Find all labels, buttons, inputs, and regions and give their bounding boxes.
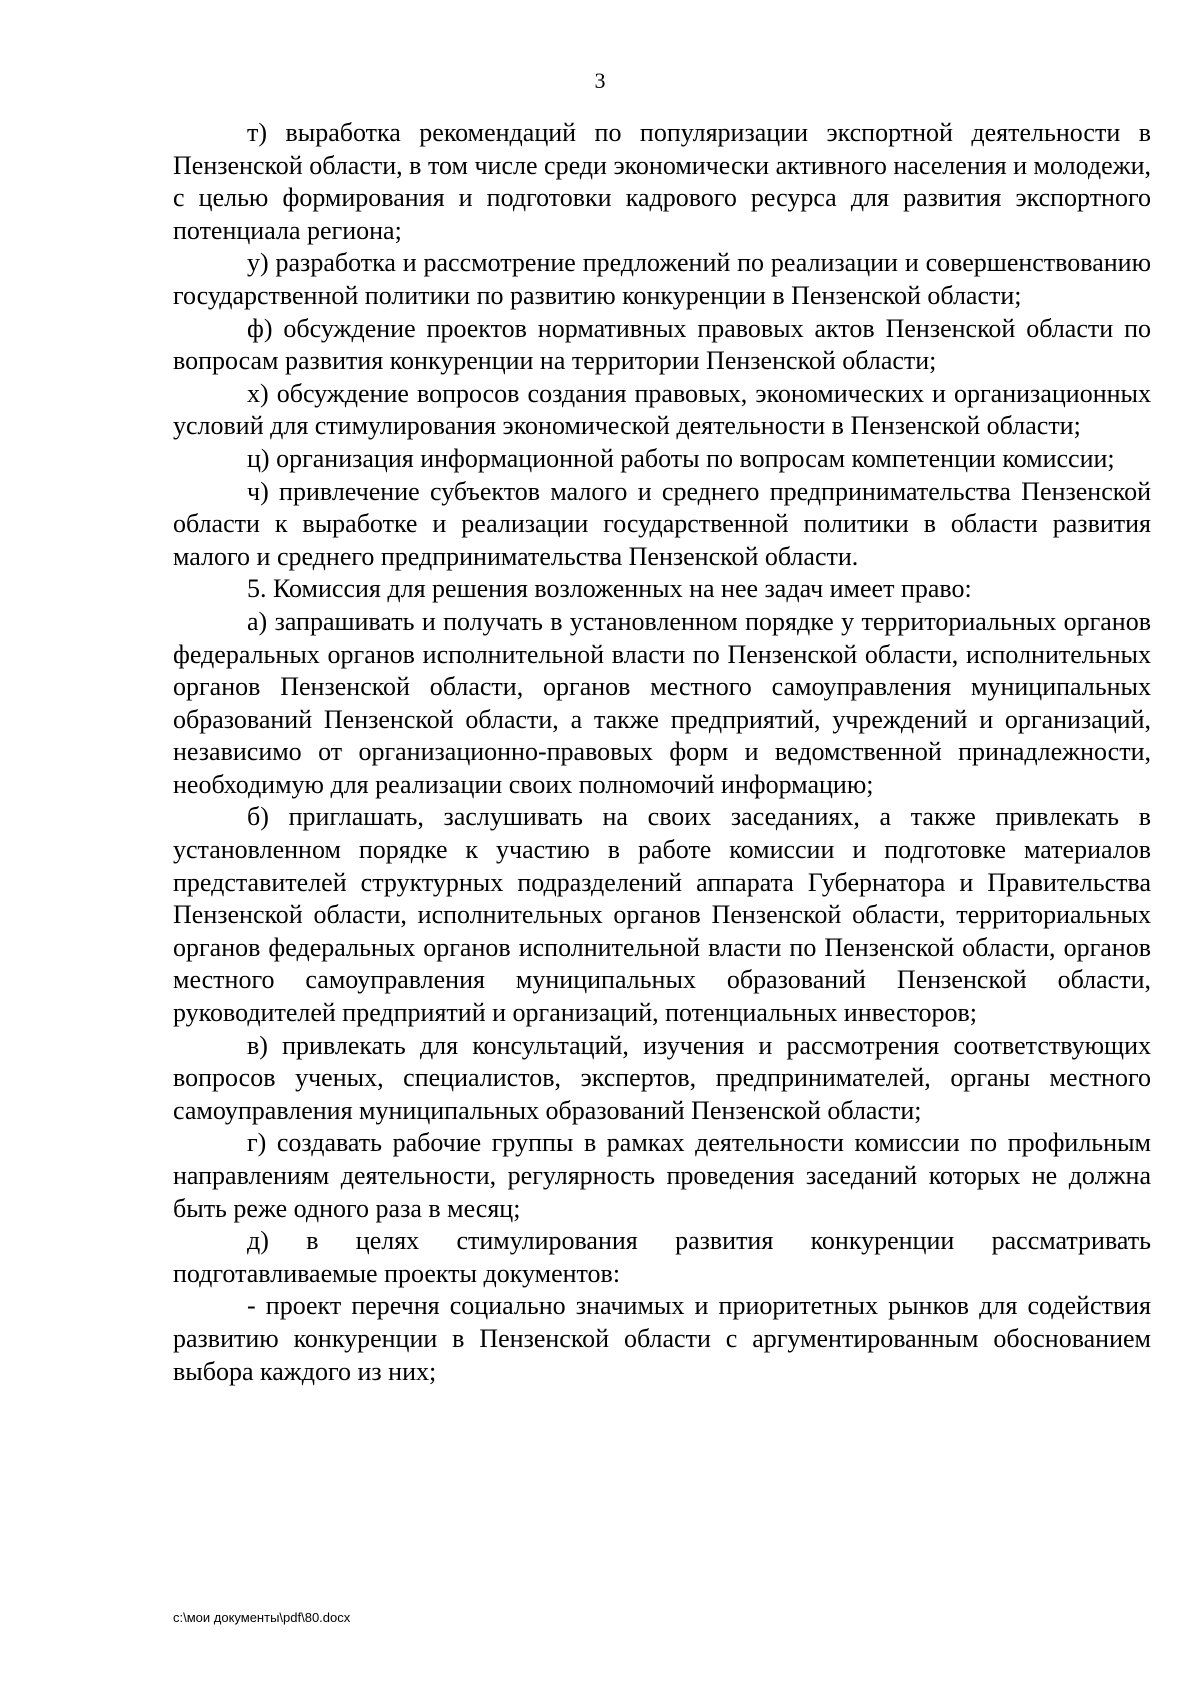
paragraph-a: а) запрашивать и получать в установленном порядке у территориальных органов федеральных органов исполнительной власти по Пензенской области, исполнительных органов Пензенской области, органов местного самоуправления муниципальных образований Пензенской области, а также предприятий, учреждений и организаций, независимо от организационно-правовых форм и ведомственной принадлежности, необходимую для реализации своих полномочий информацию;: [173, 606, 1151, 799]
footer-file-path: c:\мои документы\pdf\80.docx: [173, 1610, 351, 1625]
paragraph-b: б) приглашать, заслушивать на своих заседаниях, а также привлекать в установленном порядке к участию в работе комиссии и подготовке материалов представителей структурных подразделений аппарата Губернатора и Правительства Пензенской области, исполнительных органов Пензенской области, территориальных органов федеральных органов исполнительной власти по Пензенской области, органов местного самоуправления муниципальных образований Пензенской области, руководителей предприятий и организаций, потенциальных инвесторов;: [173, 802, 1151, 1028]
paragraph-u: у) разработка и рассмотрение предложений по реализации и совершенствованию государственной политики по развитию конкуренции в Пензенской области;: [173, 248, 1151, 310]
paragraph-kh: х) обсуждение вопросов создания правовых, экономических и организационных условий для стимулирования экономической деятельности в Пензенской области;: [173, 378, 1151, 441]
section-5-heading: 5. Комиссия для решения возложенных на нее задач имеет право:: [247, 574, 972, 604]
list-item-dash: - проект перечня социально значимых и приоритетных рынков для содействия развитию конкуренции в Пензенской области с аргументированным обоснованием выбора каждого из них;: [173, 1291, 1151, 1386]
paragraph-ts: ц) организация информационной работы по вопросам компетенции комиссии;: [247, 443, 1115, 473]
paragraph-f: ф) обсуждение проектов нормативных правовых актов Пензенской области по вопросам развития конкуренции на территории Пензенской области;: [173, 313, 1151, 376]
paragraph-d: д) в целях стимулирования развития конкуренции рассматривать подготавливаемые проекты документов:: [173, 1226, 1151, 1288]
paragraph-g: г) создавать рабочие группы в рамках деятельности комиссии по профильным направлениям деятельности, регулярность проведения заседаний которых не должна быть реже одного раза в месяц;: [173, 1128, 1151, 1223]
paragraph-t: т) выработка рекомендаций по популяризации экспортной деятельности в Пензенской области, в том числе среди экономически активного населения и молодежи, с целью формирования и подготовки кадрового ресурса для развития экспортного потенциала региона;: [173, 118, 1151, 245]
document-body: [173, 117, 1151, 1388]
page-number: 3: [594, 68, 606, 93]
paragraph-v: в) привлекать для консультаций, изучения и рассмотрения соответствующих вопросов ученых, специалистов, экспертов, предпринимателей, органы местного самоуправления муниципальных образований Пензенской области;: [173, 1030, 1151, 1125]
paragraph-ch: ч) привлечение субъектов малого и среднего предпринимательства Пензенской области к выработке и реализации государственной политики в области развития малого и среднего предпринимательства Пензенской области.: [173, 476, 1151, 571]
